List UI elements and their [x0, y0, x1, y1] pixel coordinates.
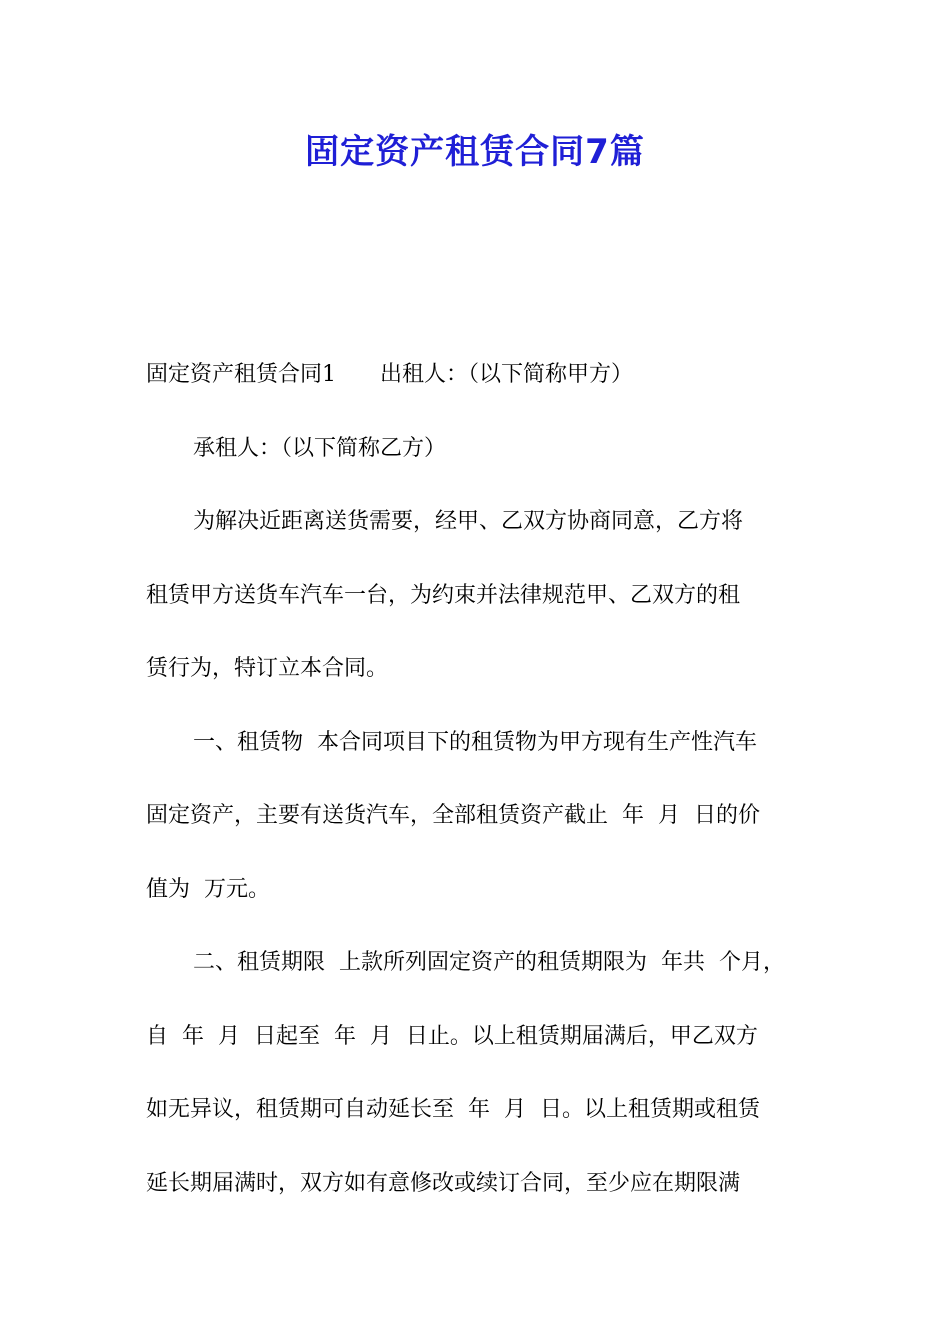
body-line: 值为 万元。	[146, 876, 270, 902]
body-line: 承租人：（以下简称乙方）	[193, 435, 447, 461]
document-title: 固定资产租赁合同7篇	[305, 132, 645, 172]
body-line: 租赁甲方送货车汽车一台，为约束并法律规范甲、乙双方的租	[146, 582, 741, 608]
body-line: 赁行为，特订立本合同。	[146, 656, 389, 681]
document-body	[146, 338, 810, 1220]
body-line: 固定资产，主要有送货汽车，全部租赁资产截止 年 月 日的价	[146, 803, 760, 828]
body-line: 如无异议，租赁期可自动延长至 年 月 日。以上租赁期或租赁	[146, 1097, 760, 1122]
body-line: 延长期届满时，双方如有意修改或续订合同，至少应在期限满	[146, 1170, 741, 1196]
body-line: 二、租赁期限 上款所列固定资产的租赁期限为 年共 个月，	[193, 950, 785, 975]
body-line: 自 年 月 日起至 年 月 日止。以上租赁期届满后，甲乙双方	[146, 1023, 758, 1049]
body-line: 为解决近距离送货需要，经甲、乙双方协商同意，乙方将	[193, 509, 744, 534]
body-line: 一、租赁物 本合同项目下的租赁物为甲方现有生产性汽车	[193, 729, 757, 755]
body-line: 固定资产租赁合同1 出租人：（以下简称甲方）	[146, 362, 633, 387]
